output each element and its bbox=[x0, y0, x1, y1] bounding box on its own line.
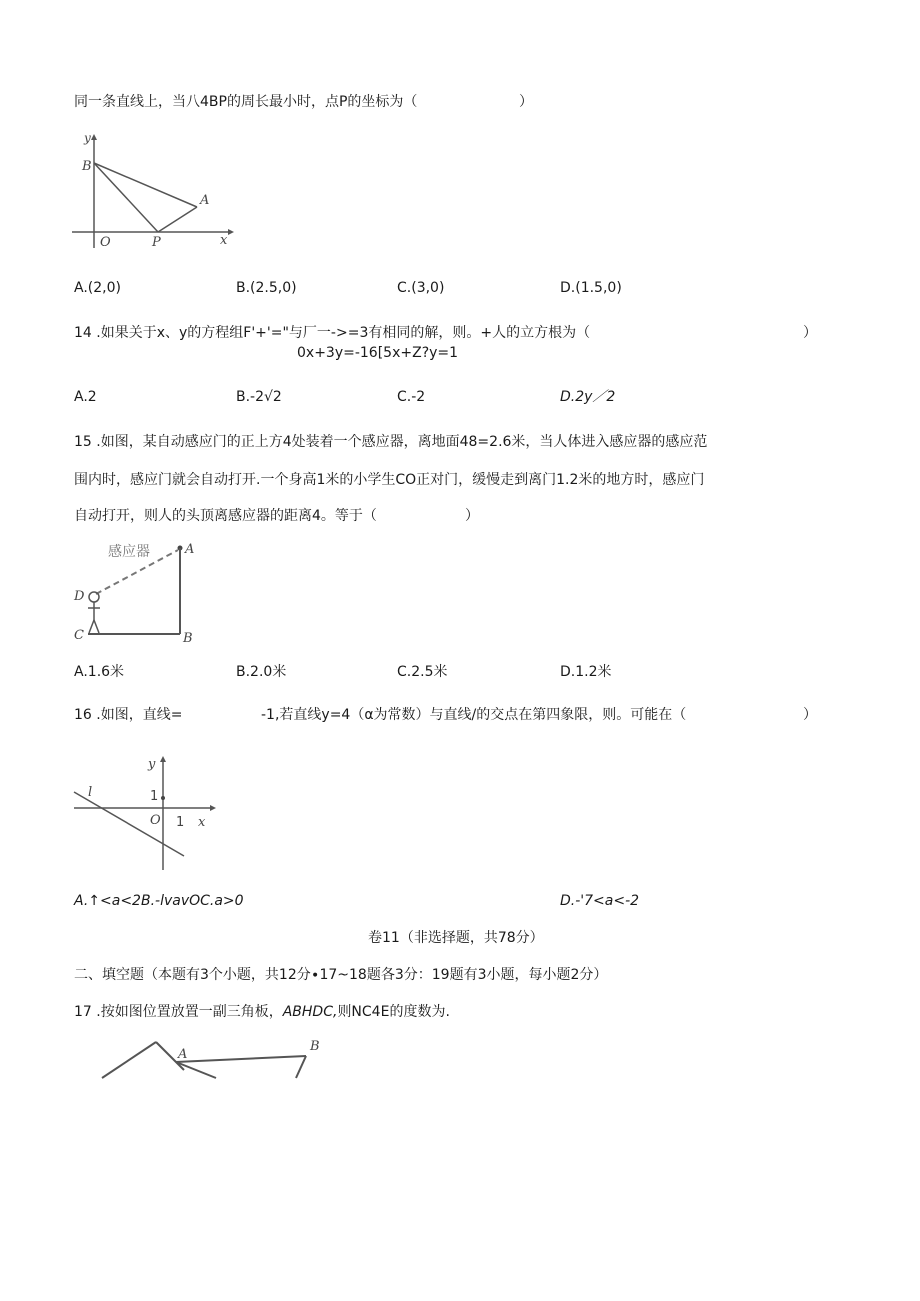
q13-label-x: x bbox=[220, 233, 228, 248]
q13-segment-AP bbox=[158, 207, 197, 232]
q15-option-b: B.2.0米 bbox=[236, 664, 287, 680]
q17-label-B: B bbox=[310, 1039, 320, 1054]
q14-option-d: D.2y／2 bbox=[560, 389, 616, 405]
q14-stem: 14 .如果关于x、y的方程组F'+'="与厂一->=3有相同的解，则。+人的立方根为（ bbox=[74, 325, 591, 341]
q15-figure bbox=[70, 538, 210, 648]
q13-stem bbox=[74, 93, 417, 111]
q14-option-a: A.2 bbox=[74, 389, 97, 405]
q16-options-abc: A.↑<a<2B.-lvavOC.a>0 bbox=[74, 893, 244, 909]
q16-x-arrow bbox=[210, 805, 216, 811]
q15-line-1: 15 .如图，某自动感应门的正上方4处装着一个感应器，离地面48=2.6米，当人体进入感应器的感应范 bbox=[74, 434, 708, 450]
q15-child-head bbox=[89, 592, 99, 602]
q16-label-O: O bbox=[150, 813, 161, 828]
q14-system-line: 0x+3y=-16[5x+Z?y=1 bbox=[297, 345, 459, 361]
q16-label-x: x bbox=[198, 815, 206, 830]
q16-line-l bbox=[74, 792, 184, 856]
q13-option-c: C.(3,0) bbox=[397, 280, 445, 296]
q13-paren-close: ） bbox=[519, 94, 533, 110]
q15-option-c: C.2.5米 bbox=[397, 664, 448, 680]
q13-x-arrow bbox=[228, 229, 234, 235]
q13-y-arrow bbox=[91, 134, 97, 140]
q15-paren-close: ） bbox=[465, 508, 479, 524]
q14-option-b: B.-2√2 bbox=[236, 389, 282, 405]
q13-label-P: P bbox=[152, 235, 161, 250]
q15-label-A: A bbox=[185, 542, 195, 557]
q13-stem-text: 同一条直线上，当八4BP的周长最小时，点P的坐标为（ bbox=[74, 94, 418, 110]
q17-segment-B-down bbox=[296, 1056, 306, 1078]
q15-line-3: 自动打开，则人的头顶离感应器的距离4。等于（ bbox=[74, 508, 377, 524]
q13-figure bbox=[70, 130, 240, 250]
q15-child-leg-left bbox=[89, 620, 94, 633]
q17-stem-b: ABHDC, bbox=[282, 1004, 338, 1020]
q13-segment-BA bbox=[94, 163, 197, 207]
q17-stem-a: 17 .按如图位置放置一副三角板， bbox=[74, 1004, 283, 1020]
q16-label-y: y bbox=[148, 757, 156, 772]
q15-child-leg-right bbox=[94, 620, 99, 633]
q16-paren-close: ） bbox=[803, 707, 817, 723]
q16-label-one-x: 1 bbox=[176, 815, 185, 830]
q13-segment-BP bbox=[94, 163, 158, 232]
q16-label-one-y: 1 bbox=[150, 789, 159, 804]
q16-figure bbox=[70, 752, 230, 872]
q17-segment-A-down bbox=[176, 1062, 216, 1078]
q15-label-D: D bbox=[74, 589, 85, 604]
q17-figure bbox=[96, 1030, 336, 1080]
q16-stem-b: -1,若直线y=4（α为常数）与直线/的交点在第四象限，则。可能在（ bbox=[261, 707, 687, 723]
q16-label-l: l bbox=[88, 785, 93, 800]
q15-option-a: A.1.6米 bbox=[74, 664, 125, 680]
q13-label-y: y bbox=[84, 131, 91, 145]
q14-option-c: C.-2 bbox=[397, 389, 426, 405]
volume-title: 卷11（非选择题，共78分） bbox=[368, 930, 544, 946]
q13-option-d: D.(1.5,0) bbox=[560, 280, 622, 296]
q13-label-O: O bbox=[100, 235, 111, 250]
q13-label-B: B bbox=[82, 159, 92, 174]
q13-label-A: A bbox=[200, 193, 210, 208]
q17-stem-c: 则NC4E的度数为. bbox=[337, 1004, 450, 1020]
q13-option-b: B.(2.5,0) bbox=[236, 280, 297, 296]
q16-stem-a: 16 .如图，直线= bbox=[74, 707, 183, 723]
fill-in-section-heading: 二、填空题（本题有3个小题，共12分∙17~18题各3分：19题有3小题，每小题2分） bbox=[74, 967, 608, 983]
q17-stem bbox=[74, 1003, 450, 1021]
q14-paren-close: ） bbox=[803, 325, 817, 341]
q15-option-d: D.1.2米 bbox=[560, 664, 612, 680]
q15-line-2: 围内时，感应门就会自动打开.一个身高1米的小学生CO正对门，缓慢走到离门1.2米的地方时，感应门 bbox=[74, 472, 705, 488]
q16-point-y1 bbox=[161, 796, 165, 800]
q17-triangle-left-side bbox=[102, 1042, 156, 1078]
q13-option-a: A.(2,0) bbox=[74, 280, 121, 296]
q15-label-B: B bbox=[183, 631, 193, 646]
q16-y-arrow bbox=[160, 756, 166, 762]
q17-segment-AB bbox=[176, 1056, 306, 1062]
q17-label-A: A bbox=[178, 1047, 188, 1062]
q15-label-C: C bbox=[74, 628, 84, 643]
q15-sensor-label: 感应器 bbox=[108, 544, 150, 560]
q16-option-d: D.-'7<a<-2 bbox=[560, 893, 640, 909]
